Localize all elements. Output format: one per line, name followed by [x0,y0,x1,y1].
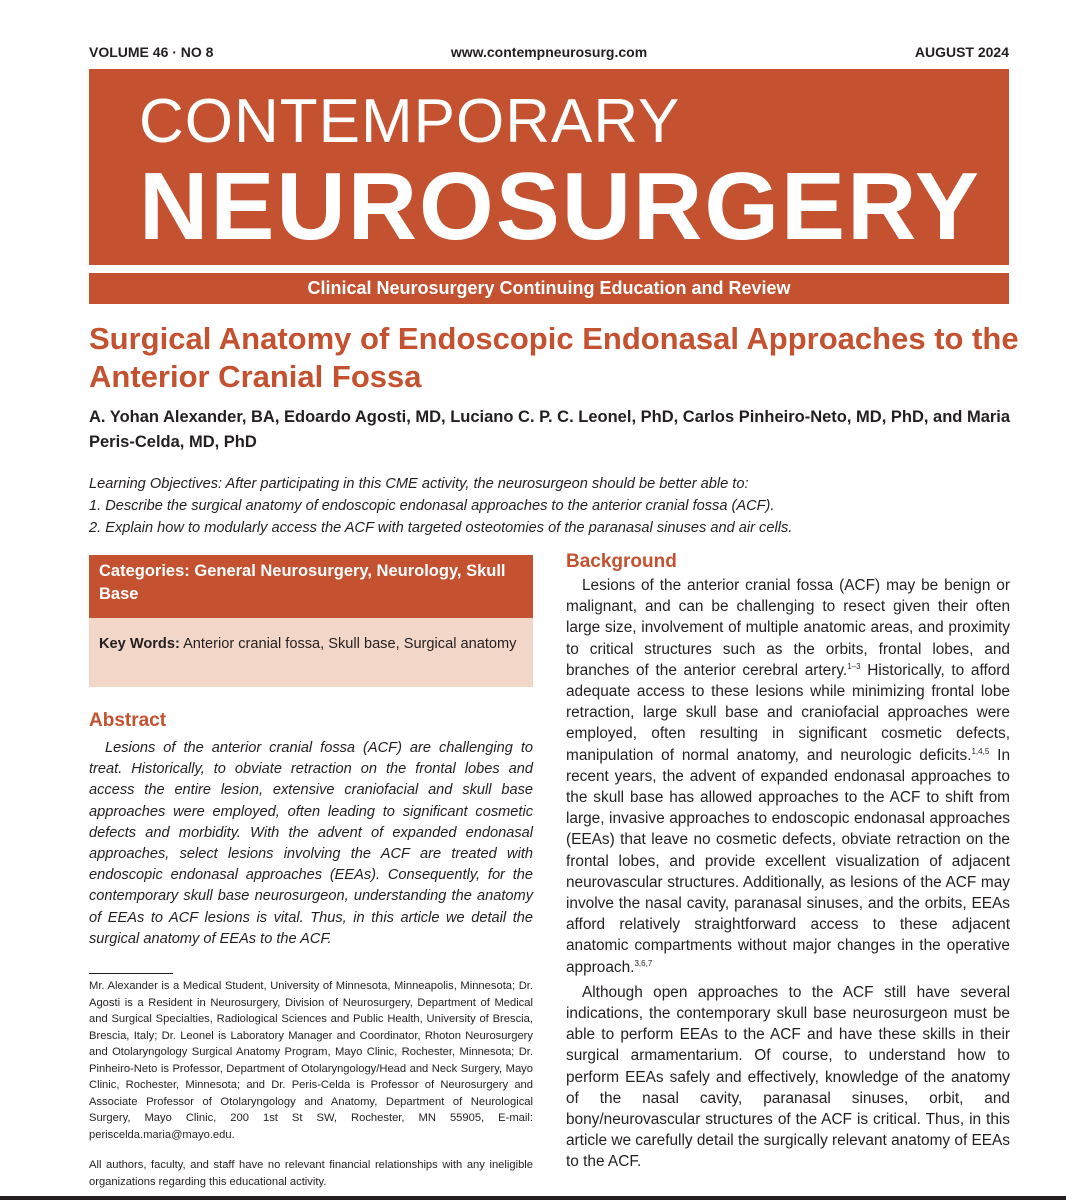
background-body [566,575,1010,1173]
background-heading: Background [566,551,677,572]
volume-number: VOLUME 46 · NO 8 [89,44,214,60]
background-paragraph [566,575,1010,978]
issue-header [89,42,1009,64]
page-bottom-rule [0,1196,1066,1200]
body-text: Lesions of the anterior cranial fossa (ACF) may be benign or malignant, and can be challenging to resect given their often large size, involvement of multiple anatomic areas, and proximity to critical structures such as the orbits, frontal lobes, and branches of the anterior cerebral artery. [566,577,1010,679]
article-title: Surgical Anatomy of Endoscopic Endonasal Approaches to the Anterior Cranial Fossa [89,321,1019,394]
learning-objectives [89,473,1019,539]
author-affiliations: Mr. Alexander is a Medical Student, University of Minnesota, Minneapolis, Minnesota; Dr. Agosti is a Resident in Neurosurgery, Division of Neurosurgery, Department of Medical and Surgical Specialties, Radiological Sciences and Public Health, University of Brescia, Brescia, Italy; Dr. Leonel is Laboratory Manager and Coordinator, Rhoton Neurosurgery and Otolaryngology Surgical Anatomy Program, Mayo Clinic, Rochester, Minnesota; Dr. Pinheiro-Neto is Professor, Department of Otolaryngology/Head and Neck Surgery, Mayo Clinic, Rochester, Minnesota; and Dr. Peris-Celda is Professor of Neurosurgery and Associate Professor of Otolaryngology and Anatomy, Department of Neurological Surgery, Mayo Clinic, 200 1st St SW, Rochester, MN 55905, E-mail: periscelda.maria@mayo.edu. [89,980,533,1141]
issue-date: AUGUST 2024 [914,44,1009,60]
masthead-title-line1: CONTEMPORARY [139,87,681,156]
footnote-divider [89,973,173,974]
abstract-text: Lesions of the anterior cranial fossa (ACF) are challenging to treat. Historically, to obviate retraction on the frontal lobes and access the entire lesion, extensive craniofacial and skull base approaches were employed, often leading to significant cosmetic defects and morbidity. With the advent of expanded endonasal approaches, select lesions involving the ACF are treated with endoscopic endonasal approaches (EEAs). Consequently, for the contemporary skull base neurosurgeon, understanding the anatomy of EEAs to ACF lesions is vital. Thus, in this article we detail the surgical anatomy of EEAs to the ACF. [89,740,533,947]
categories-box: Categories: General Neurosurgery, Neurology, Skull Base [89,555,533,618]
citation-ref[interactable]: 3,6,7 [634,958,653,968]
masthead-title-line2: NEUROSURGERY [139,153,981,260]
journal-subtitle: Clinical Neurosurgery Continuing Education and Review [89,273,1009,304]
journal-masthead [89,69,1009,265]
citation-ref[interactable]: 1–3 [847,661,861,671]
body-text: Historically, to afford adequate access to these lesions while minimizing frontal lobe retraction, large skull base and craniofacial approaches were employed, often resulting in significant cosmetic defects, manipulation of normal anatomy, and neurologic deficits. [566,661,1010,764]
disclosure-statement: All authors, faculty, and staff have no relevant financial relationships with any ineligible organizations regarding this educational activity. [89,1159,533,1188]
objective-item: 1. Describe the surgical anatomy of endoscopic endonasal approaches to the anterior cranial fossa (ACF). [89,498,775,514]
abstract-heading: Abstract [89,710,167,731]
keywords-text: Anterior cranial fossa, Skull base, Surgical anatomy [179,636,517,652]
body-text: In recent years, the advent of expanded endonasal approaches to the skull base has allowed approaches to the ACF to shift from large, invasive approaches to endoscopic endonasal approaches (EEAs) that leave no cosmetic defects, obviate retraction on the frontal lobes, and provide excellent visualization of adjacent neurovascular structures. Additionally, as lesions of the ACF may involve the nasal cavity, paranasal sinuses, and the orbits, EEAs afford relatively straightforward access to these adjacent anatomic compartments without major changes in the operative approach. [566,746,1010,976]
objective-item: 2. Explain how to modularly access the ACF with targeted osteotomies of the paranasal sinuses and air cells. [89,520,793,536]
citation-ref[interactable]: 1,4,5 [971,746,990,756]
keywords-label: Key Words: [99,636,180,652]
background-paragraph: Although open approaches to the ACF still have several indications, the contemporary skull base neurosurgeon must be able to perform EEAs to the ACF and have these skills in their surgical armamentarium. Of course, to understand how to perform EEAs safely and effectively, knowledge of the anatomy of the nasal cavity, paranasal sinuses, orbit, and bony/neurovascular structures of the ACF is critical. Thus, in this article we carefully detail the surgically relevant anatomy of EEAs to the ACF. [566,983,1010,1171]
keywords-box [89,618,533,687]
article-authors: A. Yohan Alexander, BA, Edoardo Agosti, MD, Luciano C. P. C. Leonel, PhD, Carlos Pinheiro-Neto, MD, PhD, and Maria Peris-Celda, MD, PhD [89,408,1011,451]
journal-website[interactable]: www.contempneurosurg.com [450,44,648,60]
objectives-intro: Learning Objectives: After participating in this CME activity, the neurosurgeon should be better able to: [89,476,749,492]
